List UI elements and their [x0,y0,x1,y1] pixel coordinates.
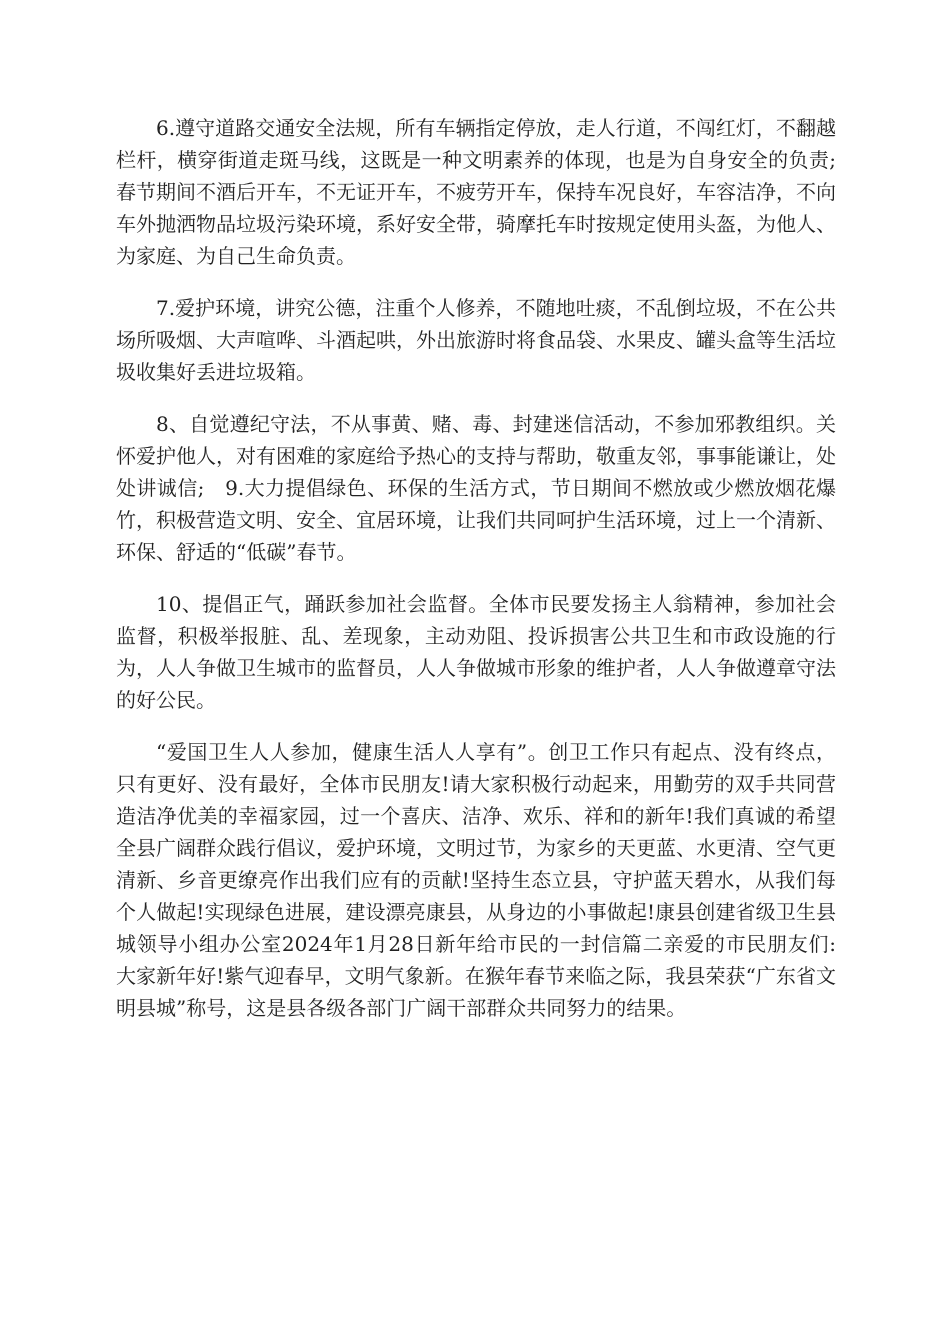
paragraph-item-10: 10、提倡正气，踊跃参加社会监督。全体市民要发扬主人翁精神，参加社会监督，积极举报脏、乱、差现象，主动劝阻、投诉损害公共卫生和市政设施的行为，人人争做卫生城市的监督员，人人争做城市形象的维护者，人人争做遵章守法的好公民。 [116,592,836,712]
paragraph-item-8-9: 8、自觉遵纪守法，不从事黄、赌、毒、封建迷信活动，不参加邪教组织。关怀爱护他人，对有困难的家庭给予热心的支持与帮助，敬重友邻，事事能谦让，处处讲诚信; 9.大力提倡绿色、环保的生活方式，节日期间不燃放或少燃放烟花爆竹，积极营造文明、安全、宜居环境，让我们共同呵护生活环境，过上一个清新、环保、舒适的“低碳”春节。 [116,412,836,564]
paragraph-item-7: 7.爱护环境，讲究公德，注重个人修养，不随地吐痰，不乱倒垃圾，不在公共场所吸烟、大声喧哗、斗酒起哄，外出旅游时将食品袋、水果皮、罐头盒等生活垃圾收集好丢进垃圾箱。 [116,296,836,384]
document-page [116,112,876,1044]
paragraph-closing: “爱国卫生人人参加，健康生活人人享有”。创卫工作只有起点、没有终点，只有更好、没有最好，全体市民朋友!请大家积极行动起来，用勤劳的双手共同营造洁净优美的幸福家园，过一个喜庆、洁净、欢乐、祥和的新年!我们真诚的希望全县广阔群众践行倡议，爱护环境，文明过节，为家乡的天更蓝、水更清、空气更清新、乡音更缭亮作出我们应有的贡献!坚持生态立县，守护蓝天碧水，从我们每个人做起!实现绿色进展，建设漂亮康县，从身边的小事做起!康县创建省级卫生县城领导小组办公室2024年1月28日新年给市民的一封信篇二亲爱的市民朋友们: 大家新年好!紫气迎春早，文明气象新。在猴年春节来临之际，我县荣获“广东省文明县城”称号，这是县各级各部门广阔干部群众共同努力的结果。 [116,740,876,1020]
paragraph-item-6: 6.遵守道路交通安全法规，所有车辆指定停放，走人行道，不闯红灯，不翻越栏杆，横穿街道走斑马线，这既是一种文明素养的体现，也是为自身安全的负责;春节期间不酒后开车，不无证开车，不疲劳开车，保持车况良好，车容洁净，不向车外抛洒物品垃圾污染环境，系好安全带，骑摩托车时按规定使用头盔，为他人、为家庭、为自己生命负责。 [116,116,836,268]
